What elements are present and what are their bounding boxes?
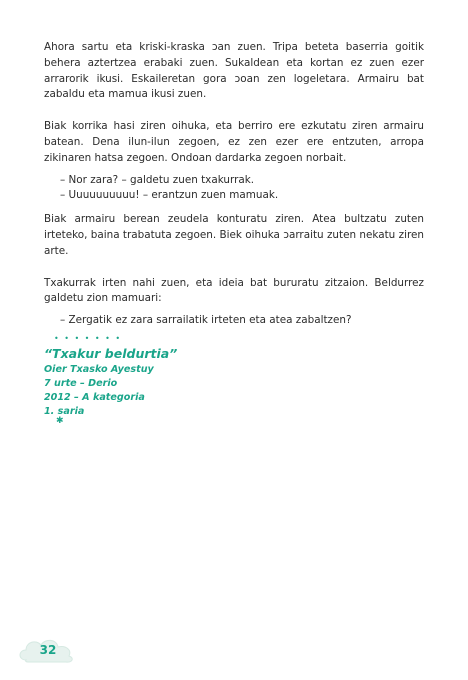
author-name: Oier Txasko Ayestuy: [44, 364, 154, 375]
story-text: [44, 40, 424, 337]
paragraph: Biak korrika hasi ziren oihuka, eta berriro ere ezkutatu ziren armairu batean. Dena ilun-ilun zegoen, ez zen ezer ere entzuten, arropa zikinaren hatsa zegoen. Ondoan dardarka zegoen norbait.: [44, 120, 424, 164]
dialogue-line: – Zergatik ez zara sarrailatik irteten eta atea zabaltzen?: [60, 314, 352, 327]
author-age-place: 7 urte – Derio: [44, 378, 118, 389]
dialogue-block: [44, 313, 424, 329]
decorative-star-icon: ✱: [56, 416, 64, 426]
paragraph: Biak armairu berean zeudela konturatu ziren. Atea bultzatu zuten irteteko, baina trabatuta zegoen. Biek oihuka ɔarraitu zuten nekatu ziren arte.: [44, 213, 424, 257]
prize: 1. saria: [44, 406, 85, 417]
story-title: “Txakur beldurtia”: [44, 346, 178, 361]
paragraph: Txakurrak irten nahi zuen, eta ideia bat bururatu zitzaion. Beldurrez galdetu zion mamuari:: [44, 276, 424, 305]
dialogue-line: – Nor zara? – galdetu zuen txakurrak.: [60, 173, 255, 186]
dialogue-block: [44, 173, 424, 205]
decorative-dots: •••••••: [54, 334, 126, 343]
paragraph: Ahora sartu eta kriski-kraska ɔan zuen. Tripa beteta baserria goitik behera aztertzea erabaki zuen. Sukaldean eta kortan ez zuen ezer arrarorik ikusi. Eskaileretan gora ɔoan zen logeletara. Armairu bat zabaldu eta mamua ikusi zuen.: [44, 41, 424, 101]
year-category: 2012 – A kategoria: [44, 392, 145, 403]
page-number: 32: [39, 643, 57, 657]
dialogue-line: – Uuuuuuuuuu! – erantzun zuen mamuak.: [60, 189, 279, 202]
